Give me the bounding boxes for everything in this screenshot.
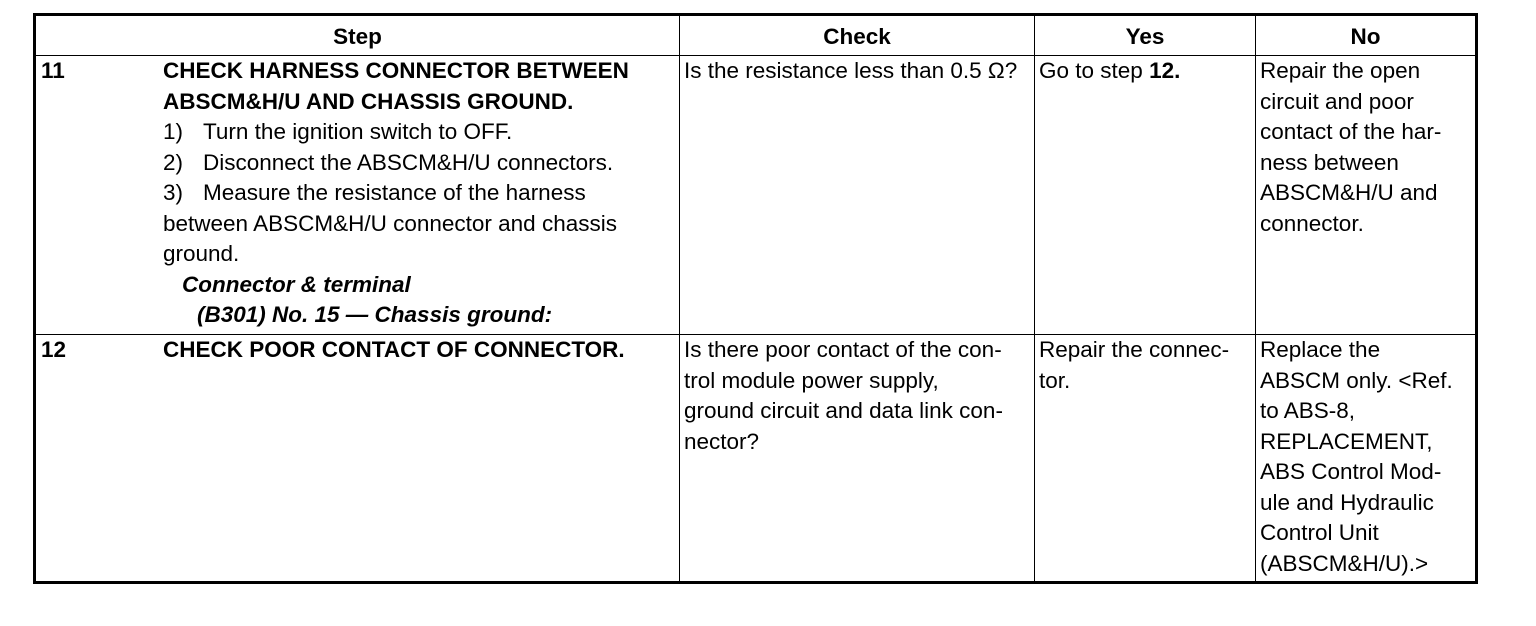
check-text-line: Is there poor contact of the con- (684, 337, 1002, 362)
yes-text-line: Repair the connec- (1039, 337, 1230, 362)
no-text-line: ule and Hydraulic (1260, 489, 1434, 515)
check-text-line: ground circuit and data link con- (684, 398, 1003, 423)
check-text: Is the resistance less than 0.5 Ω? (684, 58, 1018, 83)
step-cell (35, 56, 680, 335)
yes-text-suffix: . (1174, 58, 1181, 83)
no-text-line: ABSCM only. <Ref. (1260, 367, 1453, 393)
instruction-text: Disconnect the ABSCM&H/U connectors. (203, 149, 614, 175)
step-title-line: ABSCM&H/U AND CHASSIS GROUND. (163, 88, 574, 114)
table-row (35, 335, 1477, 583)
no-text-line: to ABS-8, (1260, 398, 1356, 423)
step-title-line: CHECK HARNESS CONNECTOR BETWEEN (163, 58, 629, 83)
no-cell (1256, 56, 1477, 335)
no-text-line: ness between (1260, 149, 1399, 175)
yes-text-line: tor. (1039, 367, 1071, 393)
no-text-line: circuit and poor (1260, 88, 1414, 114)
step-number: 12 (41, 337, 67, 362)
header-step: Step (35, 15, 680, 56)
no-text-line: Repair the open (1260, 58, 1421, 83)
no-text-line: REPLACEMENT, (1260, 428, 1433, 454)
header-check: Check (680, 15, 1035, 56)
step-body (163, 56, 675, 331)
spec-value: (B301) No. 15 — Chassis ground: (197, 302, 553, 327)
step-cell (35, 335, 680, 583)
instruction-number: 1) (163, 119, 184, 144)
check-text-line: trol module power supply, (684, 367, 939, 393)
yes-cell (1035, 56, 1256, 335)
instruction-number: 2) (163, 149, 184, 175)
header-yes: Yes (1035, 15, 1256, 56)
no-text-line: Replace the (1260, 337, 1381, 362)
no-text-line: connector. (1260, 210, 1364, 236)
step-body (163, 335, 675, 366)
instruction-continuation: between ABSCM&H/U connector and chassis (163, 210, 617, 236)
instruction-item (163, 148, 669, 179)
no-text-line: ABS Control Mod- (1260, 459, 1442, 484)
step-title-line: CHECK POOR CONTACT OF CONNECTOR. (163, 337, 625, 362)
yes-step-ref: 12 (1149, 58, 1175, 83)
check-text-line: nector? (684, 428, 760, 454)
instruction-text: Measure the resistance of the harness (203, 180, 586, 205)
yes-cell (1035, 335, 1256, 583)
check-cell (680, 56, 1035, 335)
instruction-continuation: ground. (163, 241, 240, 266)
table-row (35, 56, 1477, 335)
instruction-item (163, 178, 669, 209)
no-cell (1256, 335, 1477, 583)
instruction-number: 3) (163, 180, 184, 205)
no-text-line: contact of the har- (1260, 119, 1442, 144)
yes-text-prefix: Go to step (1039, 58, 1150, 83)
instruction-item (163, 117, 669, 148)
diagnostic-table (33, 13, 1478, 584)
no-text-line: Control Unit (1260, 520, 1379, 545)
no-text-line: ABSCM&H/U and (1260, 180, 1438, 205)
instruction-text: Turn the ignition switch to OFF. (203, 119, 513, 144)
header-no: No (1256, 15, 1477, 56)
table-header-row (35, 15, 1477, 56)
spec-label: Connector & terminal (182, 271, 411, 297)
check-cell (680, 335, 1035, 583)
step-number: 11 (41, 58, 65, 83)
no-text-line: (ABSCM&H/U).> (1260, 550, 1429, 576)
